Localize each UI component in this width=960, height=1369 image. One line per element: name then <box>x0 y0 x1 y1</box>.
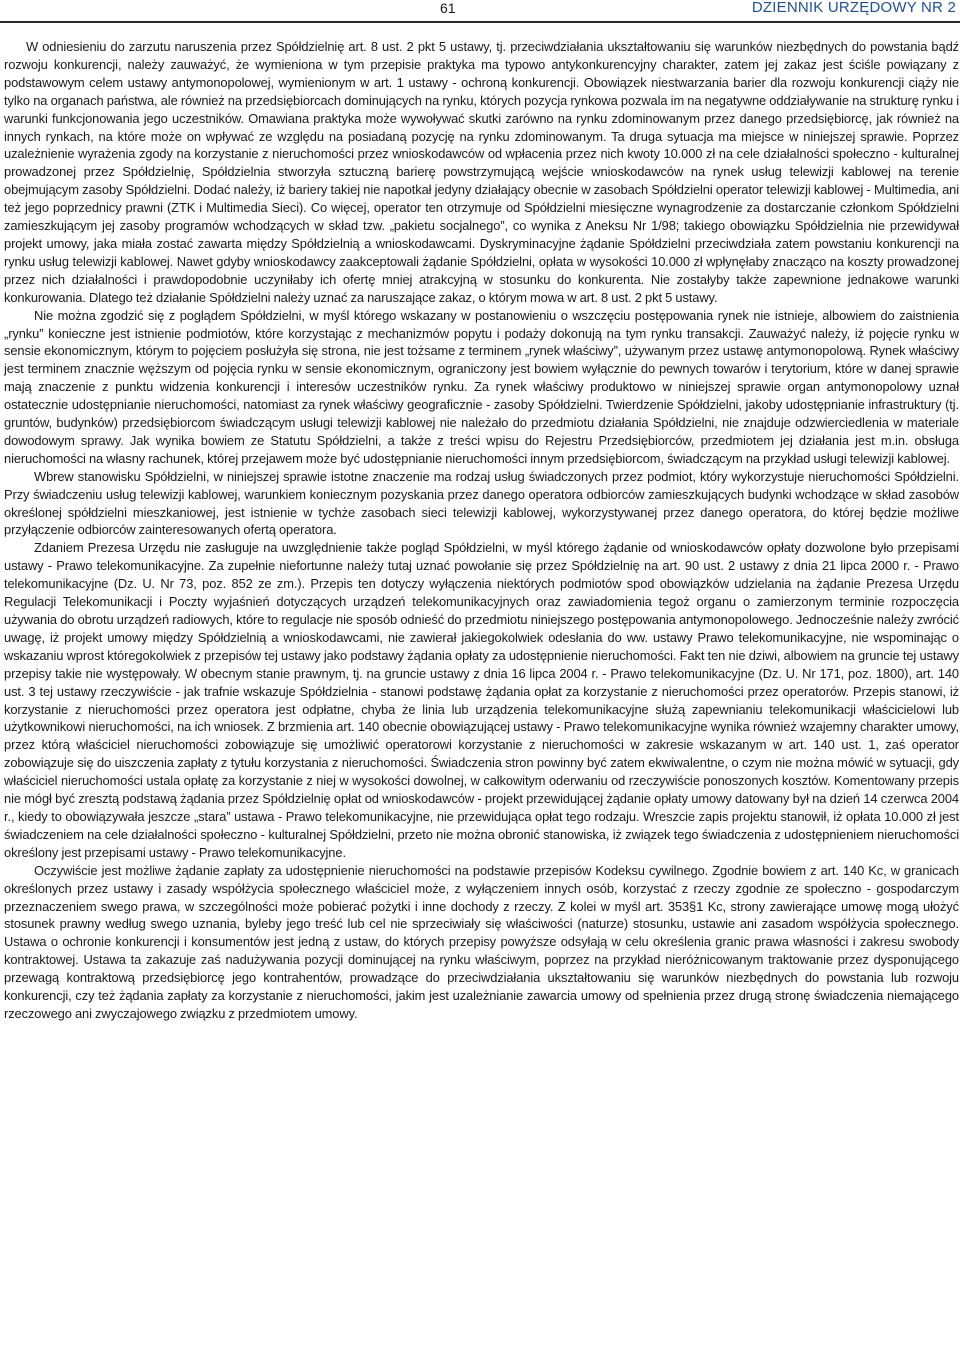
paragraph-zarzut-8-2-5: W odniesieniu do zarzutu naruszenia przez Spółdzielnię art. 8 ust. 2 pkt 5 ustawy, tj. przeciwdziałania ukształtowaniu się warunków niezbędnych do powstania bądź rozwoju konkurencji, należy zauważyć, że wymieniona w tym przepisie praktyka ma typowo antykonkurencyjny charakter, zatem jej zakaz jest ściśle powiązany z podstawowym celem ustawy antymonopolowej, wymienionym w art. 1 ustawy - ochroną konkurencji. Obowiązek niestwarzania barier dla rozwoju konkurencji ciąży nie tylko na organach państwa, ale również na przedsiębiorcach dominujących na rynku, których pozycja rynkowa pozwala im na negatywne oddziaływanie na strukturę rynku i warunki funkcjonowania jego uczestników. Omawiana praktyka może wywoływać skutki zarówno na rynku zdominowanym przez danego przedsiębiorcę, jak również na innych rynkach, na które może on wpływać ze względu na posiadaną pozycję na rynku zdominowanym. Ta druga sytuacja ma miejsce w niniejszej sprawie. Poprzez uzależnienie wyrażenia zgody na korzystanie z nieruchomości przez wnioskodawców od wpłacenia przez nich kwoty 10.000 zł na cele działalności społeczno - kulturalnej prowadzonej przez Spółdzielnię, Spółdzielnia stworzyła sztuczną barierę powstrzymującą wejście wnioskodawców na rynek usług telewizji kablowej na terenie obejmującym zasoby Spółdzielni. Dodać należy, iż bariery takiej nie napotkał jedyny działający obecnie w zasobach Spółdzielni operator telewizji kablowej - Multimedia, ani też jego poprzednicy prawni (ZTK i Multimedia Sieci). Co więcej, operator ten otrzymuje od Spółdzielni miesięczne wynagrodzenie za dostarczanie członkom Spółdzielni zamieszkującym jej zasoby programów wchodzących w skład tzw. „pakietu socjalnego”, co wynika z Aneksu Nr 1/98; takiego obowiązku Spółdzielnia nie przewidywał projekt umowy, jaka miała zostać zawarta między Spółdzielnią a wnioskodawcami. Dyskryminacyjne żądanie Spółdzielni przeciwdziała zatem powstaniu konkurencji na rynku usług telewizji kablowej. Nawet gdyby wnioskodawcy zaakceptowali żądanie Spółdzielni, opłata w wysokości 10.000 zł wpłynęłaby znacząco na koszty prowadzonej przez nich działalności i prawdopodobnie uczyniłaby ich ofertę mniej atrakcyjną w stosunku do konkurenta. Nie zostałyby także zapewnione jednakowe warunki konkurowania. Dlatego też działanie Spółdzielni należy uznać za naruszające zakaz, o którym mowa w art. 8 ust. 2 pkt 5 ustawy. <box>4 39 959 305</box>
page-header <box>0 0 960 22</box>
page-number: 61 <box>440 0 456 16</box>
paragraph-rodzaj-uslug: Wbrew stanowisku Spółdzielni, w niniejszej sprawie istotne znaczenie ma rodzaj usług świadczonych przez podmiot, który wykorzystuje nieruchomości Spółdzielni. Przy świadczeniu usług telewizji kablowej, warunkiem koniecznym pozyskania przez danego operatora odbiorców zamieszkujących budynki wchodzące w skład zasobów określonej spółdzielni mieszkaniowej, jest istnienie w tychże zasobach sieci telewizji kablowej, wykorzystywanej przez danego operatora, do której będzie możliwe przyłączenie odbiorców zainteresowanych ofertą operatora. <box>4 468 959 538</box>
article-body <box>4 38 959 1023</box>
paragraph-rynek-wlasciwy: Nie można zgodzić się z poglądem Spółdzielni, w myśl którego wskazany w postanowieniu o wszczęciu postępowania rynek nie istnieje, albowiem do zaistnienia „rynku” konieczne jest istnienie podmiotów, które korzystając z mechanizmów popytu i podaży dokonują na tym rynku transakcji. Zauważyć należy, iż pojęcie rynku w sensie ekonomicznym, którym to pojęciem posłużyła się strona, nie jest tożsame z terminem „rynek właściwy”, używanym przez ustawę antymonopolową. Rynek właściwy jest terminem znacznie węższym od pojęcia rynku w sensie ekonomicznym, ograniczony jest bowiem wyłącznie do pewnych towarów i terytorium, które w danej sprawie mają znaczenie z punktu widzenia konkurencji i interesów uczestników rynku. Za rynek właściwy produktowo w niniejszej sprawie organ antymonopolowy uznał ostatecznie udostępnianie nieruchomości, natomiast za rynek właściwy geograficznie - zasoby Spółdzielni. Twierdzenie Spółdzielni, jakoby udostępnianie infrastruktury (tj. gruntów, budynków) przedsiębiorcom świadczącym usługi telewizji kablowej nie należało do przedmiotu działania Spółdzielni, nie znajduje odzwierciedlenia w materiale dowodowym sprawy. Jak wynika bowiem ze Statutu Spółdzielni, a także z treści wpisu do Rejestru Przedsiębiorców, przedmiotem jej działania jest m.in. obsługa nieruchomości na własny rachunek, której przejawem może być udostępnianie nieruchomości innym przedsiębiorcom, świadczącym na przykład usługi telewizji kablowej. <box>4 307 959 466</box>
paragraph-kodeks-cywilny: Oczywiście jest możliwe żądanie zapłaty za udostępnienie nieruchomości na podstawie przepisów Kodeksu cywilnego. Zgodnie bowiem z art. 140 Kc, w granicach określonych przez ustawy i zasady współżycia społecznego właściciel może, z wyłączeniem innych osób, korzystać z rzeczy zgodnie ze społeczno - gospodarczym przeznaczeniem swego prawa, w szczególności może pobierać pożytki i inne dochody z rzeczy. Z kolei w myśl art. 353§1 Kc, strony zawierające umowę mogą ułożyć stosunek prawny według swego uznania, byleby jego treść lub cel nie sprzeciwiały się właściwości (naturze) stosunku, ustawie ani zasadom współżycia społecznego. Ustawa o ochronie konkurencji i konsumentów jest jedną z ustaw, do których przepisy powyższe odsyłają w celu określenia granic prawa własności i zakresu swobody kontraktowej. Ustawa ta zakazuje zaś nadużywania pozycji dominującej na rynku właściwym, poprzez na przykład nieróżnicowanym traktowanie przez dysponującego przewagą kontraktową przedsiębiorcę jego kontrahentów, prowadzące do przeciwdziałania ukształtowaniu się warunków niezbędnych do powstania lub rozwoju konkurencji, czy też żądania zapłaty za korzystanie z nieruchomości, jakim jest uzależnianie zawarcia umowy od spełnienia przez drugą stronę świadczenia niemającego rzeczowego ani zwyczajowego związku z przedmiotem umowy. <box>4 862 959 1021</box>
journal-title: DZIENNIK URZĘDOWY NR 2 <box>751 0 956 16</box>
paragraph-prawo-telekomunikacyjne: Zdaniem Prezesa Urzędu nie zasługuje na uwzględnienie także pogląd Spółdzielni, w myśl którego żądanie od wnioskodawców opłaty dozwolone było przepisami ustawy - Prawo telekomunikacyjne. Za zupełnie niefortunne należy tutaj uznać powołanie się przez Spółdzielnię na art. 90 ust. 2 ustawy z dnia 21 lipca 2000 r. - Prawo telekomunikacyjne (Dz. U. Nr 73, poz. 852 ze zm.). Przepis ten dotyczy wyłączenia niektórych podmiotów spod obowiązków udzielania na żądanie Prezesa Urzędu Regulacji Telekomunikacji i Poczty wyjaśnień dotyczących urządzeń telekomunikacyjnych oraz zawiadomienia tegoż organu o zamierzonym terminie rozpoczęcia używania do obrotu urządzeń radiowych, które to regulacje nie sposób odnieść do przedmiotu niniejszego postępowania antymonopolowego. Jednocześnie należy zwrócić uwagę, iż projekt umowy między Spółdzielnią a wnioskodawcami, nie zawierał jakiegokolwiek odesłania do ww. ustawy Prawo telekomunikacyjne, nie wspominając o wskazaniu wprost któregokolwiek z przepisów tej ustawy jako podstawy żądania opłaty za udostępnienie nieruchomości. Fakt ten nie dziwi, albowiem na gruncie tej ustawy przepisy takie nie występowały. W obecnym stanie prawnym, tj. na gruncie ustawy z dnia 16 lipca 2004 r. - Prawo telekomunikacyjne (Dz. U. Nr 171, poz. 1800), art. 140 ust. 3 tej ustawy rzeczywiście - jak trafnie wskazuje Spółdzielnia - stanowi podstawę żądania opłat za korzystanie z nieruchomości przez operatorów. Przepis stanowi, iż korzystanie z nieruchomości przez operatora jest odpłatne, chyba że linia lub urządzenia telekomunikacyjne służą zapewnianiu telekomunikacji właścicielowi lub użytkownikowi nieruchomości, na ich wniosek. Z brzmienia art. 140 obecnie obowiązującej ustawy - Prawo telekomunikacyjne wynika również wzajemny charakter umowy, przez którą właściciel nieruchomości zobowiązuje się umożliwić operatorowi korzystanie z nieruchomości w zakresie wskazanym w art. 140 ust. 1, zaś operator zobowiązuje się do uiszczenia zapłaty z tytułu korzystania z nieruchomości. Świadczenia stron powinny być zatem ekwiwalentne, o czym nie można mówić w sytuacji, gdy właściciel nieruchomości ustala opłatę za korzystanie z niej w wysokości dowolnej, w całkowitym oderwaniu od rzeczywiście ponoszonych kosztów. Komentowany przepis nie mógł być zresztą podstawą żądania przez Spółdzielnię opłat od wnioskodawców - projekt przewidującej żądanie opłaty umowy datowany był na dzień 14 czerwca 2004 r., kiedy to obowiązywała jeszcze „stara” ustawa - Prawo telekomunikacyjne, nie przewidująca opłat tego rodzaju. Wreszcie zapis projektu stanowił, iż opłata 10.000 zł jest świadczeniem na cele działalności społeczno - kulturalnej Spółdzielni, przeto nie można obronić stanowiska, iż związek tego świadczenia z udostępnieniem nieruchomości określony jest przepisami ustawy - Prawo telekomunikacyjne. <box>4 540 959 860</box>
header-rule <box>0 21 960 23</box>
